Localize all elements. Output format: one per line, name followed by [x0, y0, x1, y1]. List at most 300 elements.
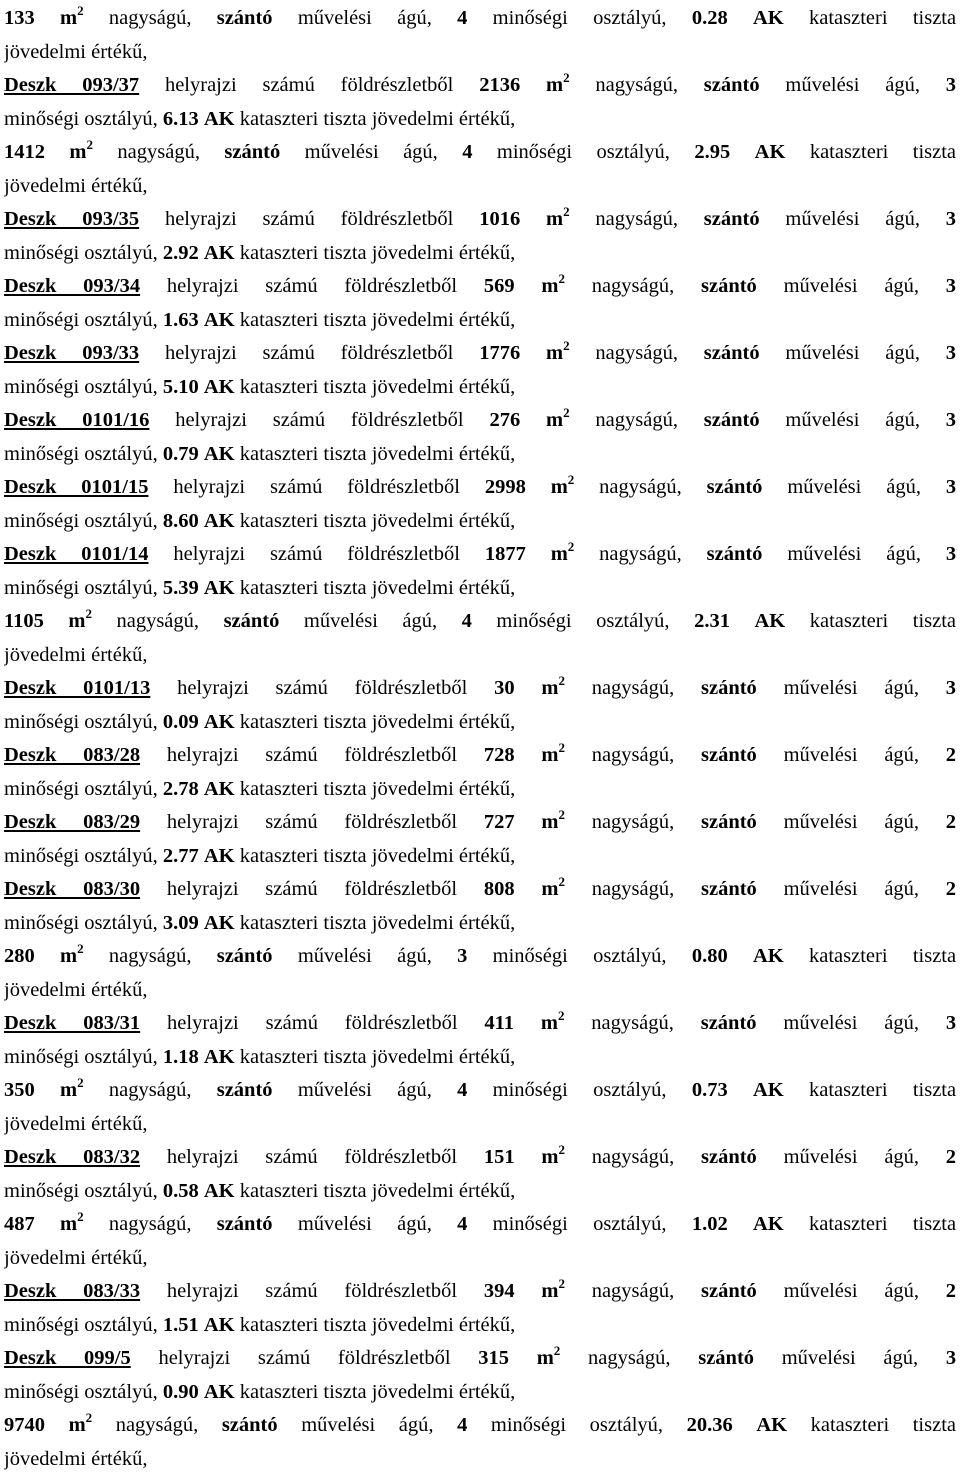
- parcel-suffix: helyrajzi számú földrészletből: [173, 543, 460, 565]
- ak-label: AK: [753, 1079, 784, 1101]
- ak-label: AK: [204, 711, 235, 733]
- income-text: jövedelmi értékű,: [372, 711, 515, 733]
- ak-suffix: kataszteri tiszta: [240, 309, 367, 331]
- quality-class: 4: [462, 141, 472, 163]
- income-text: jövedelmi értékű,: [372, 912, 515, 934]
- cultivation-suffix: művelési ágú,: [298, 7, 432, 29]
- size-word: nagyságú,: [117, 141, 200, 163]
- cultivation-type: szántó: [704, 342, 760, 364]
- area-value: 9740: [4, 1414, 45, 1436]
- text-line: [4, 69, 956, 103]
- ak-value: 0.28: [692, 7, 728, 29]
- area-unit: m: [541, 1146, 558, 1168]
- cultivation-type: szántó: [704, 74, 760, 96]
- cultivation-suffix: művelési ágú,: [301, 1414, 433, 1436]
- parcel-paragraph: [4, 940, 956, 1007]
- parcel-paragraph: [4, 203, 956, 270]
- parcel-paragraph: [4, 1342, 956, 1409]
- ak-value: 5.10: [163, 376, 199, 398]
- text-line: [4, 203, 956, 237]
- cultivation-suffix: művelési ágú,: [298, 1213, 432, 1235]
- ak-suffix: kataszteri tiszta: [240, 1314, 367, 1336]
- text-line: [4, 806, 956, 840]
- ak-value: 0.58: [163, 1180, 199, 1202]
- class-suffix: minőségi osztályú,: [4, 309, 158, 331]
- size-word: nagyságú,: [595, 409, 678, 431]
- parcel-paragraph: [4, 538, 956, 605]
- class-suffix: minőségi osztályú,: [4, 510, 158, 532]
- parcel-id: Deszk 093/35: [4, 208, 139, 230]
- parcel-suffix: helyrajzi számú földrészletből: [177, 677, 467, 699]
- income-text: jövedelmi értékű,: [372, 845, 515, 867]
- cultivation-suffix: művelési ágú,: [298, 945, 432, 967]
- text-line: [4, 538, 956, 572]
- class-suffix: minőségi osztályú,: [4, 1180, 158, 1202]
- ak-value: 3.09: [163, 912, 199, 934]
- ak-value: 0.90: [163, 1381, 199, 1403]
- text-line: [4, 1242, 956, 1276]
- size-word: nagyságú,: [109, 1213, 192, 1235]
- size-word: nagyságú,: [588, 1347, 671, 1369]
- class-suffix: minőségi osztályú,: [4, 242, 158, 264]
- cultivation-type: szántó: [701, 677, 757, 699]
- class-suffix: minőségi osztályú,: [4, 845, 158, 867]
- area-unit: m: [551, 476, 568, 498]
- area-unit-exponent: 2: [558, 1008, 565, 1023]
- ak-value: 0.80: [692, 945, 728, 967]
- text-line: [4, 639, 956, 673]
- text-line: [4, 907, 956, 941]
- area-value: 569: [484, 275, 515, 297]
- cultivation-type: szántó: [217, 945, 273, 967]
- class-suffix: minőségi osztályú,: [4, 1046, 158, 1068]
- class-suffix: minőségi osztályú,: [493, 945, 667, 967]
- area-unit-exponent: 2: [558, 807, 565, 822]
- class-suffix: minőségi osztályú,: [496, 610, 669, 632]
- text-line: [4, 404, 956, 438]
- text-line: [4, 438, 956, 472]
- parcel-paragraph: [4, 672, 956, 739]
- cultivation-type: szántó: [701, 1146, 757, 1168]
- area-value: 2136: [479, 74, 520, 96]
- area-value: 1105: [4, 610, 44, 632]
- cultivation-suffix: művelési ágú,: [785, 342, 920, 364]
- area-unit-exponent: 2: [563, 70, 570, 85]
- area-unit-exponent: 2: [558, 1142, 565, 1157]
- cultivation-suffix: művelési ágú,: [784, 275, 919, 297]
- ak-suffix: kataszteri tiszta: [240, 376, 367, 398]
- area-unit-exponent: 2: [568, 539, 575, 554]
- area-unit-exponent: 2: [568, 472, 575, 487]
- income-text: jövedelmi értékű,: [4, 1247, 147, 1269]
- quality-class: 2: [946, 744, 956, 766]
- area-unit: m: [541, 744, 558, 766]
- ak-suffix: kataszteri tiszta: [240, 510, 367, 532]
- parcel-id: Deszk 0101/16: [4, 409, 149, 431]
- ak-value: 0.79: [163, 443, 199, 465]
- ak-label: AK: [204, 1046, 235, 1068]
- area-unit: m: [69, 141, 86, 163]
- text-line: [4, 1342, 956, 1376]
- area-unit: m: [68, 610, 85, 632]
- quality-class: 4: [457, 1079, 467, 1101]
- area-unit-exponent: 2: [558, 1276, 565, 1291]
- text-line: [4, 136, 956, 170]
- cultivation-suffix: művelési ágú,: [304, 610, 437, 632]
- area-unit: m: [60, 1213, 77, 1235]
- ak-suffix: kataszteri tiszta: [240, 1046, 367, 1068]
- ak-label: AK: [204, 845, 235, 867]
- parcel-paragraph: [4, 69, 956, 136]
- size-word: nagyságú,: [592, 744, 675, 766]
- ak-label: AK: [755, 141, 786, 163]
- quality-class: 3: [946, 342, 956, 364]
- cultivation-suffix: művelési ágú,: [785, 409, 920, 431]
- class-suffix: minőségi osztályú,: [4, 376, 158, 398]
- cultivation-suffix: művelési ágú,: [785, 208, 920, 230]
- parcel-id: Deszk 093/34: [4, 275, 140, 297]
- text-line: [4, 270, 956, 304]
- area-unit-exponent: 2: [87, 137, 94, 152]
- ak-value: 1.18: [163, 1046, 199, 1068]
- cultivation-suffix: művelési ágú,: [785, 74, 920, 96]
- size-word: nagyságú,: [116, 610, 199, 632]
- cultivation-suffix: művelési ágú,: [787, 476, 921, 498]
- parcel-id: Deszk 0101/13: [4, 677, 150, 699]
- size-word: nagyságú,: [592, 878, 675, 900]
- ak-label: AK: [204, 778, 235, 800]
- parcel-suffix: helyrajzi számú földrészletből: [165, 208, 453, 230]
- size-word: nagyságú,: [109, 945, 192, 967]
- ak-value: 2.95: [694, 141, 730, 163]
- ak-value: 1.63: [163, 309, 199, 331]
- text-line: [4, 1208, 956, 1242]
- ak-suffix: kataszteri tiszta: [240, 912, 367, 934]
- text-line: [4, 371, 956, 405]
- parcel-suffix: helyrajzi számú földrészletből: [173, 476, 460, 498]
- area-unit: m: [546, 342, 563, 364]
- ak-label: AK: [204, 309, 235, 331]
- class-suffix: minőségi osztályú,: [4, 711, 158, 733]
- parcel-id: Deszk 0101/15: [4, 476, 148, 498]
- parcel-paragraph: [4, 739, 956, 806]
- cultivation-type: szántó: [704, 208, 760, 230]
- area-value: 1877: [485, 543, 526, 565]
- income-text: jövedelmi értékű,: [372, 510, 515, 532]
- text-line: [4, 940, 956, 974]
- quality-class: 3: [946, 1347, 956, 1369]
- text-line: [4, 304, 956, 338]
- parcel-paragraph: [4, 605, 956, 672]
- parcel-id: Deszk 093/33: [4, 342, 139, 364]
- cultivation-type: szántó: [217, 1079, 273, 1101]
- area-unit: m: [541, 1012, 558, 1034]
- ak-label: AK: [754, 610, 785, 632]
- area-unit: m: [551, 543, 568, 565]
- area-unit: m: [541, 1280, 558, 1302]
- ak-value: 2.31: [694, 610, 730, 632]
- ak-label: AK: [753, 7, 784, 29]
- class-suffix: minőségi osztályú,: [493, 1213, 667, 1235]
- area-value: 30: [494, 677, 515, 699]
- parcel-id: Deszk 0101/14: [4, 543, 148, 565]
- parcel-suffix: helyrajzi számú földrészletből: [167, 878, 457, 900]
- income-text: jövedelmi értékű,: [4, 41, 147, 63]
- cultivation-suffix: művelési ágú,: [784, 677, 919, 699]
- area-unit: m: [60, 7, 77, 29]
- size-word: nagyságú,: [595, 342, 678, 364]
- cultivation-type: szántó: [701, 744, 757, 766]
- text-line: [4, 1409, 956, 1443]
- area-value: 315: [478, 1347, 509, 1369]
- ak-label: AK: [204, 242, 235, 264]
- text-line: [4, 706, 956, 740]
- area-unit: m: [541, 275, 558, 297]
- cultivation-type: szántó: [701, 811, 757, 833]
- area-unit: m: [69, 1414, 86, 1436]
- ak-suffix: kataszteri tiszta: [240, 845, 367, 867]
- size-word: nagyságú,: [109, 7, 192, 29]
- area-unit-exponent: 2: [563, 204, 570, 219]
- area-value: 1016: [479, 208, 520, 230]
- parcel-paragraph: [4, 1141, 956, 1208]
- size-word: nagyságú,: [592, 677, 675, 699]
- ak-suffix: kataszteri tiszta: [240, 443, 367, 465]
- cultivation-type: szántó: [707, 476, 763, 498]
- area-unit-exponent: 2: [85, 606, 92, 621]
- area-unit-exponent: 2: [77, 941, 84, 956]
- area-unit: m: [541, 878, 558, 900]
- area-value: 276: [489, 409, 520, 431]
- cultivation-type: szántó: [222, 1414, 278, 1436]
- class-suffix: minőségi osztályú,: [4, 443, 158, 465]
- parcel-paragraph: [4, 471, 956, 538]
- income-text: jövedelmi értékű,: [372, 778, 515, 800]
- cultivation-type: szántó: [701, 1012, 757, 1034]
- text-line: [4, 36, 956, 70]
- text-line: [4, 1175, 956, 1209]
- ak-suffix: kataszteri tiszta: [240, 108, 367, 130]
- size-word: nagyságú,: [592, 275, 675, 297]
- income-text: jövedelmi értékű,: [4, 1448, 147, 1470]
- parcel-suffix: helyrajzi számú földrészletből: [158, 1347, 450, 1369]
- quality-class: 3: [946, 208, 956, 230]
- parcel-suffix: helyrajzi számú földrészletből: [165, 342, 453, 364]
- area-unit-exponent: 2: [563, 405, 570, 420]
- size-word: nagyságú,: [599, 476, 682, 498]
- parcel-paragraph: [4, 806, 956, 873]
- ak-label: AK: [753, 945, 784, 967]
- size-word: nagyságú,: [592, 1146, 675, 1168]
- ak-label: AK: [204, 108, 235, 130]
- area-value: 728: [484, 744, 515, 766]
- text-line: [4, 1309, 956, 1343]
- income-text: jövedelmi értékű,: [372, 309, 515, 331]
- ak-label: AK: [204, 1314, 235, 1336]
- size-word: nagyságú,: [595, 208, 678, 230]
- area-unit-exponent: 2: [554, 1343, 561, 1358]
- size-word: nagyságú,: [592, 1280, 675, 1302]
- text-line: [4, 237, 956, 271]
- cultivation-type: szántó: [224, 141, 280, 163]
- text-line: [4, 2, 956, 36]
- parcel-suffix: helyrajzi számú földrészletből: [167, 744, 457, 766]
- ak-suffix: kataszteri tiszta: [811, 1414, 956, 1436]
- ak-value: 1.02: [692, 1213, 728, 1235]
- parcel-suffix: helyrajzi számú földrészletből: [175, 409, 463, 431]
- text-line: [4, 840, 956, 874]
- area-unit-exponent: 2: [563, 338, 570, 353]
- cultivation-suffix: művelési ágú,: [305, 141, 438, 163]
- class-suffix: minőségi osztályú,: [493, 1079, 667, 1101]
- area-value: 487: [4, 1213, 35, 1235]
- ak-suffix: kataszteri tiszta: [809, 1079, 956, 1101]
- area-unit-exponent: 2: [558, 874, 565, 889]
- quality-class: 3: [946, 543, 956, 565]
- quality-class: 3: [946, 677, 956, 699]
- area-unit: m: [537, 1347, 554, 1369]
- income-text: jövedelmi értékű,: [4, 1113, 147, 1135]
- cultivation-type: szántó: [704, 409, 760, 431]
- area-unit-exponent: 2: [77, 1209, 84, 1224]
- parcel-paragraph: [4, 136, 956, 203]
- area-unit: m: [541, 677, 558, 699]
- area-value: 727: [484, 811, 515, 833]
- cultivation-type: szántó: [217, 7, 273, 29]
- parcel-paragraph: [4, 1275, 956, 1342]
- ak-suffix: kataszteri tiszta: [240, 711, 367, 733]
- area-unit: m: [60, 1079, 77, 1101]
- text-line: [4, 572, 956, 606]
- text-line: [4, 773, 956, 807]
- cultivation-type: szántó: [701, 275, 757, 297]
- size-word: nagyságú,: [592, 811, 675, 833]
- cultivation-suffix: művelési ágú,: [298, 1079, 432, 1101]
- parcel-id: Deszk 083/31: [4, 1012, 140, 1034]
- cultivation-type: szántó: [698, 1347, 754, 1369]
- quality-class: 3: [457, 945, 467, 967]
- ak-suffix: kataszteri tiszta: [810, 610, 956, 632]
- parcel-id: Deszk 099/5: [4, 1347, 131, 1369]
- ak-suffix: kataszteri tiszta: [240, 242, 367, 264]
- income-text: jövedelmi értékű,: [372, 242, 515, 264]
- ak-label: AK: [753, 1213, 784, 1235]
- income-text: jövedelmi értékű,: [372, 108, 515, 130]
- parcel-id: Deszk 083/30: [4, 878, 140, 900]
- size-word: nagyságú,: [591, 1012, 674, 1034]
- income-text: jövedelmi értékű,: [372, 1046, 515, 1068]
- area-unit: m: [541, 811, 558, 833]
- parcel-paragraph: [4, 1007, 956, 1074]
- ak-label: AK: [204, 1180, 235, 1202]
- text-line: [4, 1443, 956, 1476]
- parcel-id: Deszk 083/33: [4, 1280, 140, 1302]
- class-suffix: minőségi osztályú,: [4, 108, 158, 130]
- quality-class: 2: [946, 811, 956, 833]
- cultivation-suffix: művelési ágú,: [787, 543, 921, 565]
- text-line: [4, 1141, 956, 1175]
- area-unit-exponent: 2: [86, 1410, 93, 1425]
- area-unit: m: [546, 74, 563, 96]
- parcel-id: Deszk 083/32: [4, 1146, 140, 1168]
- parcel-paragraph: [4, 404, 956, 471]
- ak-value: 2.78: [163, 778, 199, 800]
- text-line: [4, 974, 956, 1008]
- parcel-paragraph: [4, 1074, 956, 1141]
- size-word: nagyságú,: [599, 543, 682, 565]
- area-value: 151: [484, 1146, 515, 1168]
- parcel-paragraph: [4, 270, 956, 337]
- class-suffix: minőségi osztályú,: [491, 1414, 663, 1436]
- cultivation-type: szántó: [701, 1280, 757, 1302]
- ak-suffix: kataszteri tiszta: [810, 141, 956, 163]
- parcel-id: Deszk 093/37: [4, 74, 139, 96]
- cultivation-type: szántó: [701, 878, 757, 900]
- area-unit-exponent: 2: [77, 1075, 84, 1090]
- income-text: jövedelmi értékű,: [372, 1180, 515, 1202]
- cultivation-suffix: művelési ágú,: [784, 878, 919, 900]
- cultivation-suffix: művelési ágú,: [783, 1012, 919, 1034]
- class-suffix: minőségi osztályú,: [4, 912, 158, 934]
- income-text: jövedelmi értékű,: [372, 577, 515, 599]
- parcel-id: Deszk 083/29: [4, 811, 140, 833]
- parcel-id: Deszk 083/28: [4, 744, 140, 766]
- income-text: jövedelmi értékű,: [4, 979, 147, 1001]
- ak-label: AK: [204, 376, 235, 398]
- ak-value: 5.39: [163, 577, 199, 599]
- ak-value: 2.77: [163, 845, 199, 867]
- text-line: [4, 471, 956, 505]
- cultivation-suffix: művelési ágú,: [784, 1280, 919, 1302]
- parcel-paragraph: [4, 873, 956, 940]
- quality-class: 2: [946, 1146, 956, 1168]
- quality-class: 2: [946, 878, 956, 900]
- ak-label: AK: [204, 577, 235, 599]
- class-suffix: minőségi osztályú,: [4, 778, 158, 800]
- area-value: 133: [4, 7, 35, 29]
- class-suffix: minőségi osztályú,: [493, 7, 667, 29]
- parcel-paragraph: [4, 1208, 956, 1275]
- area-unit-exponent: 2: [558, 673, 565, 688]
- quality-class: 3: [946, 1012, 956, 1034]
- quality-class: 3: [946, 74, 956, 96]
- cultivation-suffix: művelési ágú,: [784, 811, 919, 833]
- ak-label: AK: [204, 510, 235, 532]
- text-line: [4, 1007, 956, 1041]
- area-unit: m: [60, 945, 77, 967]
- ak-suffix: kataszteri tiszta: [240, 1180, 367, 1202]
- area-value: 280: [4, 945, 35, 967]
- parcel-suffix: helyrajzi számú földrészletből: [167, 1280, 457, 1302]
- income-text: jövedelmi értékű,: [372, 443, 515, 465]
- quality-class: 4: [457, 7, 467, 29]
- ak-label: AK: [204, 912, 235, 934]
- ak-suffix: kataszteri tiszta: [809, 1213, 956, 1235]
- area-unit: m: [546, 409, 563, 431]
- class-suffix: minőségi osztályú,: [4, 1314, 158, 1336]
- cultivation-type: szántó: [217, 1213, 273, 1235]
- size-word: nagyságú,: [595, 74, 678, 96]
- income-text: jövedelmi értékű,: [372, 1381, 515, 1403]
- ak-value: 0.09: [163, 711, 199, 733]
- quality-class: 4: [462, 610, 472, 632]
- ak-value: 0.73: [692, 1079, 728, 1101]
- parcel-paragraph: [4, 1409, 956, 1476]
- quality-class: 3: [946, 275, 956, 297]
- ak-value: 20.36: [687, 1414, 733, 1436]
- area-unit-exponent: 2: [558, 271, 565, 286]
- area-value: 1776: [479, 342, 520, 364]
